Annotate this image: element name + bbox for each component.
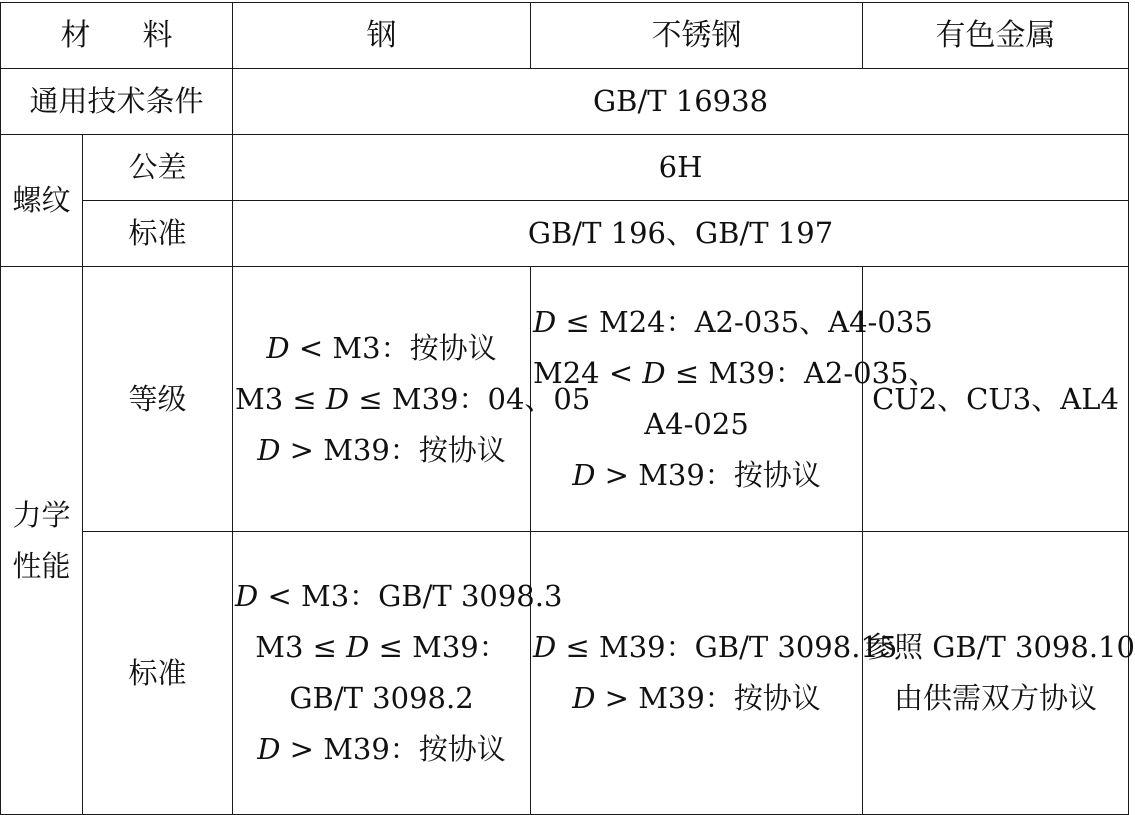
line-text: ≤ M39：A2-035、 — [665, 356, 938, 390]
mech-standard-stainless — [531, 532, 898, 815]
variable-d: D — [533, 630, 557, 664]
variable-d: D — [642, 356, 666, 390]
line-text: ≤ M39： — [369, 630, 508, 664]
variable-d: D — [325, 381, 350, 416]
cell-line — [533, 450, 860, 501]
thread-tolerance-value: 6H — [233, 135, 1129, 201]
line-text: ≤ M39：04、05 — [349, 381, 591, 416]
header-stainless: 不锈钢 — [531, 3, 863, 69]
mechanical-standard-row — [1, 532, 1129, 815]
mechanical-label — [1, 267, 83, 815]
mech-standard-steel — [233, 532, 563, 815]
mech-standard-label: 标准 — [83, 532, 233, 815]
line-text: > M39：按协议 — [280, 732, 506, 766]
thread-tolerance-label: 公差 — [83, 135, 233, 201]
cell-line — [533, 622, 898, 673]
line-text: < M3：GB/T 3098.3 — [258, 579, 563, 613]
cell-line — [533, 348, 938, 399]
header-row — [1, 3, 1129, 69]
variable-d: D — [235, 579, 259, 613]
grade-label: 等级 — [83, 267, 233, 532]
cell-line — [235, 374, 591, 425]
grade-nonferrous: CU2、CU3、AL4 — [863, 267, 1129, 532]
line-text: GB/T 3098.2 — [289, 681, 474, 715]
header-material: 材料 — [1, 3, 233, 69]
thread-standard-row — [1, 201, 1129, 267]
header-nonferrous: 有色金属 — [863, 3, 1129, 69]
mechanical-label-line1: 力学 — [12, 497, 71, 532]
general-row — [1, 69, 1129, 135]
general-label: 通用技术条件 — [1, 69, 233, 135]
line-text: A4-025 — [644, 407, 749, 441]
line-text: ≤ M39：GB/T 3098.15 — [556, 630, 898, 664]
mechanical-grade-row — [1, 267, 1129, 532]
variable-d: D — [266, 330, 290, 365]
cell-line — [533, 673, 860, 724]
general-value: GB/T 16938 — [233, 69, 1129, 135]
variable-d: D — [257, 732, 281, 766]
mechanical-label-line2: 性能 — [12, 548, 71, 583]
cell-line — [235, 571, 563, 622]
cell-line — [235, 323, 528, 374]
variable-d: D — [257, 432, 281, 467]
variable-d: D — [346, 630, 370, 664]
line-text: < M3：按协议 — [289, 330, 497, 365]
thread-standard-value: GB/T 196、GB/T 197 — [233, 201, 1129, 267]
cell-line — [865, 622, 1135, 673]
thread-tolerance-row — [1, 135, 1129, 201]
variable-d: D — [572, 681, 596, 715]
line-prefix: M3 ≤ — [255, 630, 347, 664]
cell-line — [235, 724, 528, 775]
cell-line — [533, 297, 933, 348]
line-text: > M39：按协议 — [595, 458, 821, 492]
variable-d: D — [572, 458, 596, 492]
spec-table — [0, 2, 1135, 815]
cell-line — [235, 673, 528, 724]
cell-line — [235, 425, 528, 476]
mech-standard-nonferrous — [863, 532, 1135, 815]
line-text: 由供需双方协议 — [893, 681, 1097, 715]
cell-line — [865, 673, 1126, 724]
line-text: > M39：按协议 — [280, 432, 506, 467]
line-prefix: M24 < — [533, 356, 643, 390]
header-steel: 钢 — [233, 3, 531, 69]
line-text: 参照 GB/T 3098.10 — [865, 630, 1135, 664]
line-text: ≤ M24：A2-035、A4-035 — [556, 305, 933, 339]
thread-standard-label: 标准 — [83, 201, 233, 267]
variable-d: D — [533, 305, 557, 339]
line-prefix: M3 ≤ — [235, 381, 326, 416]
line-text: > M39：按协议 — [595, 681, 821, 715]
cell-line — [235, 622, 528, 673]
thread-label: 螺纹 — [1, 135, 83, 267]
